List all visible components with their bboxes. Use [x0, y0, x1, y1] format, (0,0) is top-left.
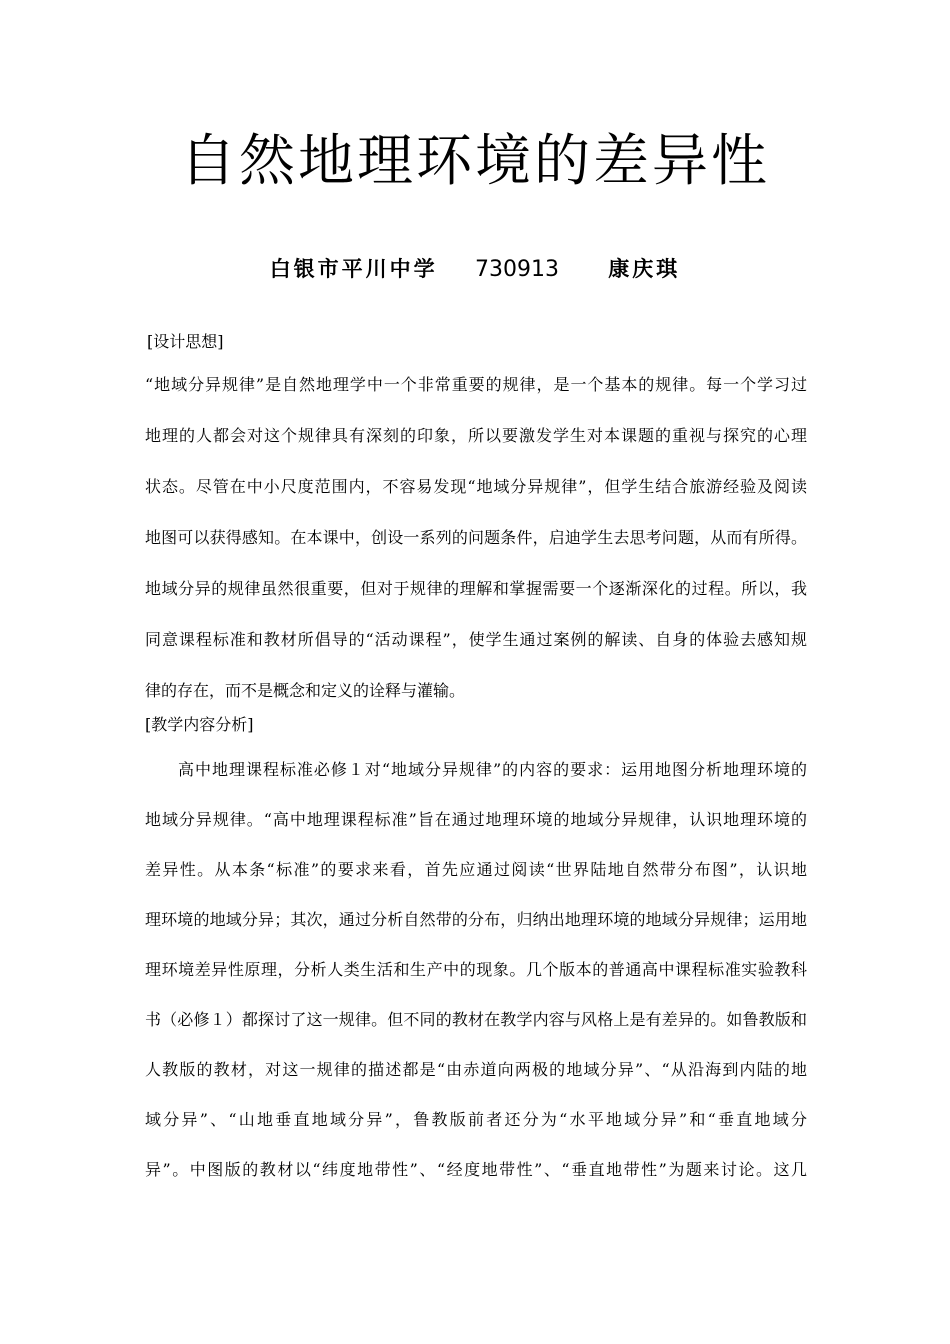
paragraph-line: 域分异”、“山地垂直地域分异”，鲁教版前者还分为“水平地域分异”和“垂直地域分	[145, 1110, 807, 1129]
paragraph-line: 地域分异规律。“高中地理课程标准”旨在通过地理环境的地域分异规律，认识地理环境的	[145, 810, 807, 829]
paragraph-line: 地域分异的规律虽然很重要，但对于规律的理解和掌握需要一个逐渐深化的过程。所以，我	[145, 579, 807, 598]
author-line	[0, 254, 950, 285]
section-heading-design: [设计思想]	[147, 332, 224, 351]
paragraph-line: 人教版的教材，对这一规律的描述都是“由赤道向两极的地域分异”、“从沿海到内陆的地	[145, 1060, 807, 1079]
document-title: 自然地理环境的差异性	[180, 129, 770, 194]
paragraph-line: 差异性。从本条“标准”的要求来看，首先应通过阅读“世界陆地自然带分布图”，认识地	[145, 860, 807, 879]
author-school: 白银市平川中学	[269, 257, 438, 281]
paragraph-line: 地理的人都会对这个规律具有深刻的印象，所以要激发学生对本课题的重视与探究的心理	[145, 426, 807, 445]
paragraph-line: 律的存在，而不是概念和定义的诠释与灌输。	[145, 681, 466, 700]
paragraph-line: 理环境的地域分异；其次，通过分析自然带的分布，归纳出地理环境的地域分异规律；运用地	[145, 910, 807, 929]
paragraph-line: “地域分异规律”是自然地理学中一个非常重要的规律，是一个基本的规律。每一个学习过	[145, 375, 807, 394]
section-heading-content-analysis: [教学内容分析]	[145, 715, 254, 734]
author-name: 康庆琪	[608, 257, 681, 281]
paragraph-line: 书（必修１）都探讨了这一规律。但不同的教材在教学内容与风格上是有差异的。如鲁教版和	[145, 1010, 807, 1029]
paragraph-line: 异”。中图版的教材以“纬度地带性”、“经度地带性”、“垂直地带性”为题来讨论。这几	[145, 1160, 807, 1179]
paragraph-line: 状态。尽管在中小尺度范围内，不容易发现“地域分异规律”，但学生结合旅游经验及阅读	[145, 477, 807, 496]
author-postcode: 730913	[475, 257, 559, 282]
paragraph-line: 同意课程标准和教材所倡导的“活动课程”，使学生通过案例的解读、自身的体验去感知规	[145, 630, 807, 649]
paragraph-line: 理环境差异性原理，分析人类生活和生产中的现象。几个版本的普通高中课程标准实验教科	[145, 960, 807, 979]
paragraph-line: 地图可以获得感知。在本课中，创设一系列的问题条件，启迪学生去思考问题，从而有所得。	[145, 528, 807, 547]
paragraph-line: 高中地理课程标准必修１对“地域分异规律”的内容的要求：运用地图分析地理环境的	[178, 760, 807, 779]
